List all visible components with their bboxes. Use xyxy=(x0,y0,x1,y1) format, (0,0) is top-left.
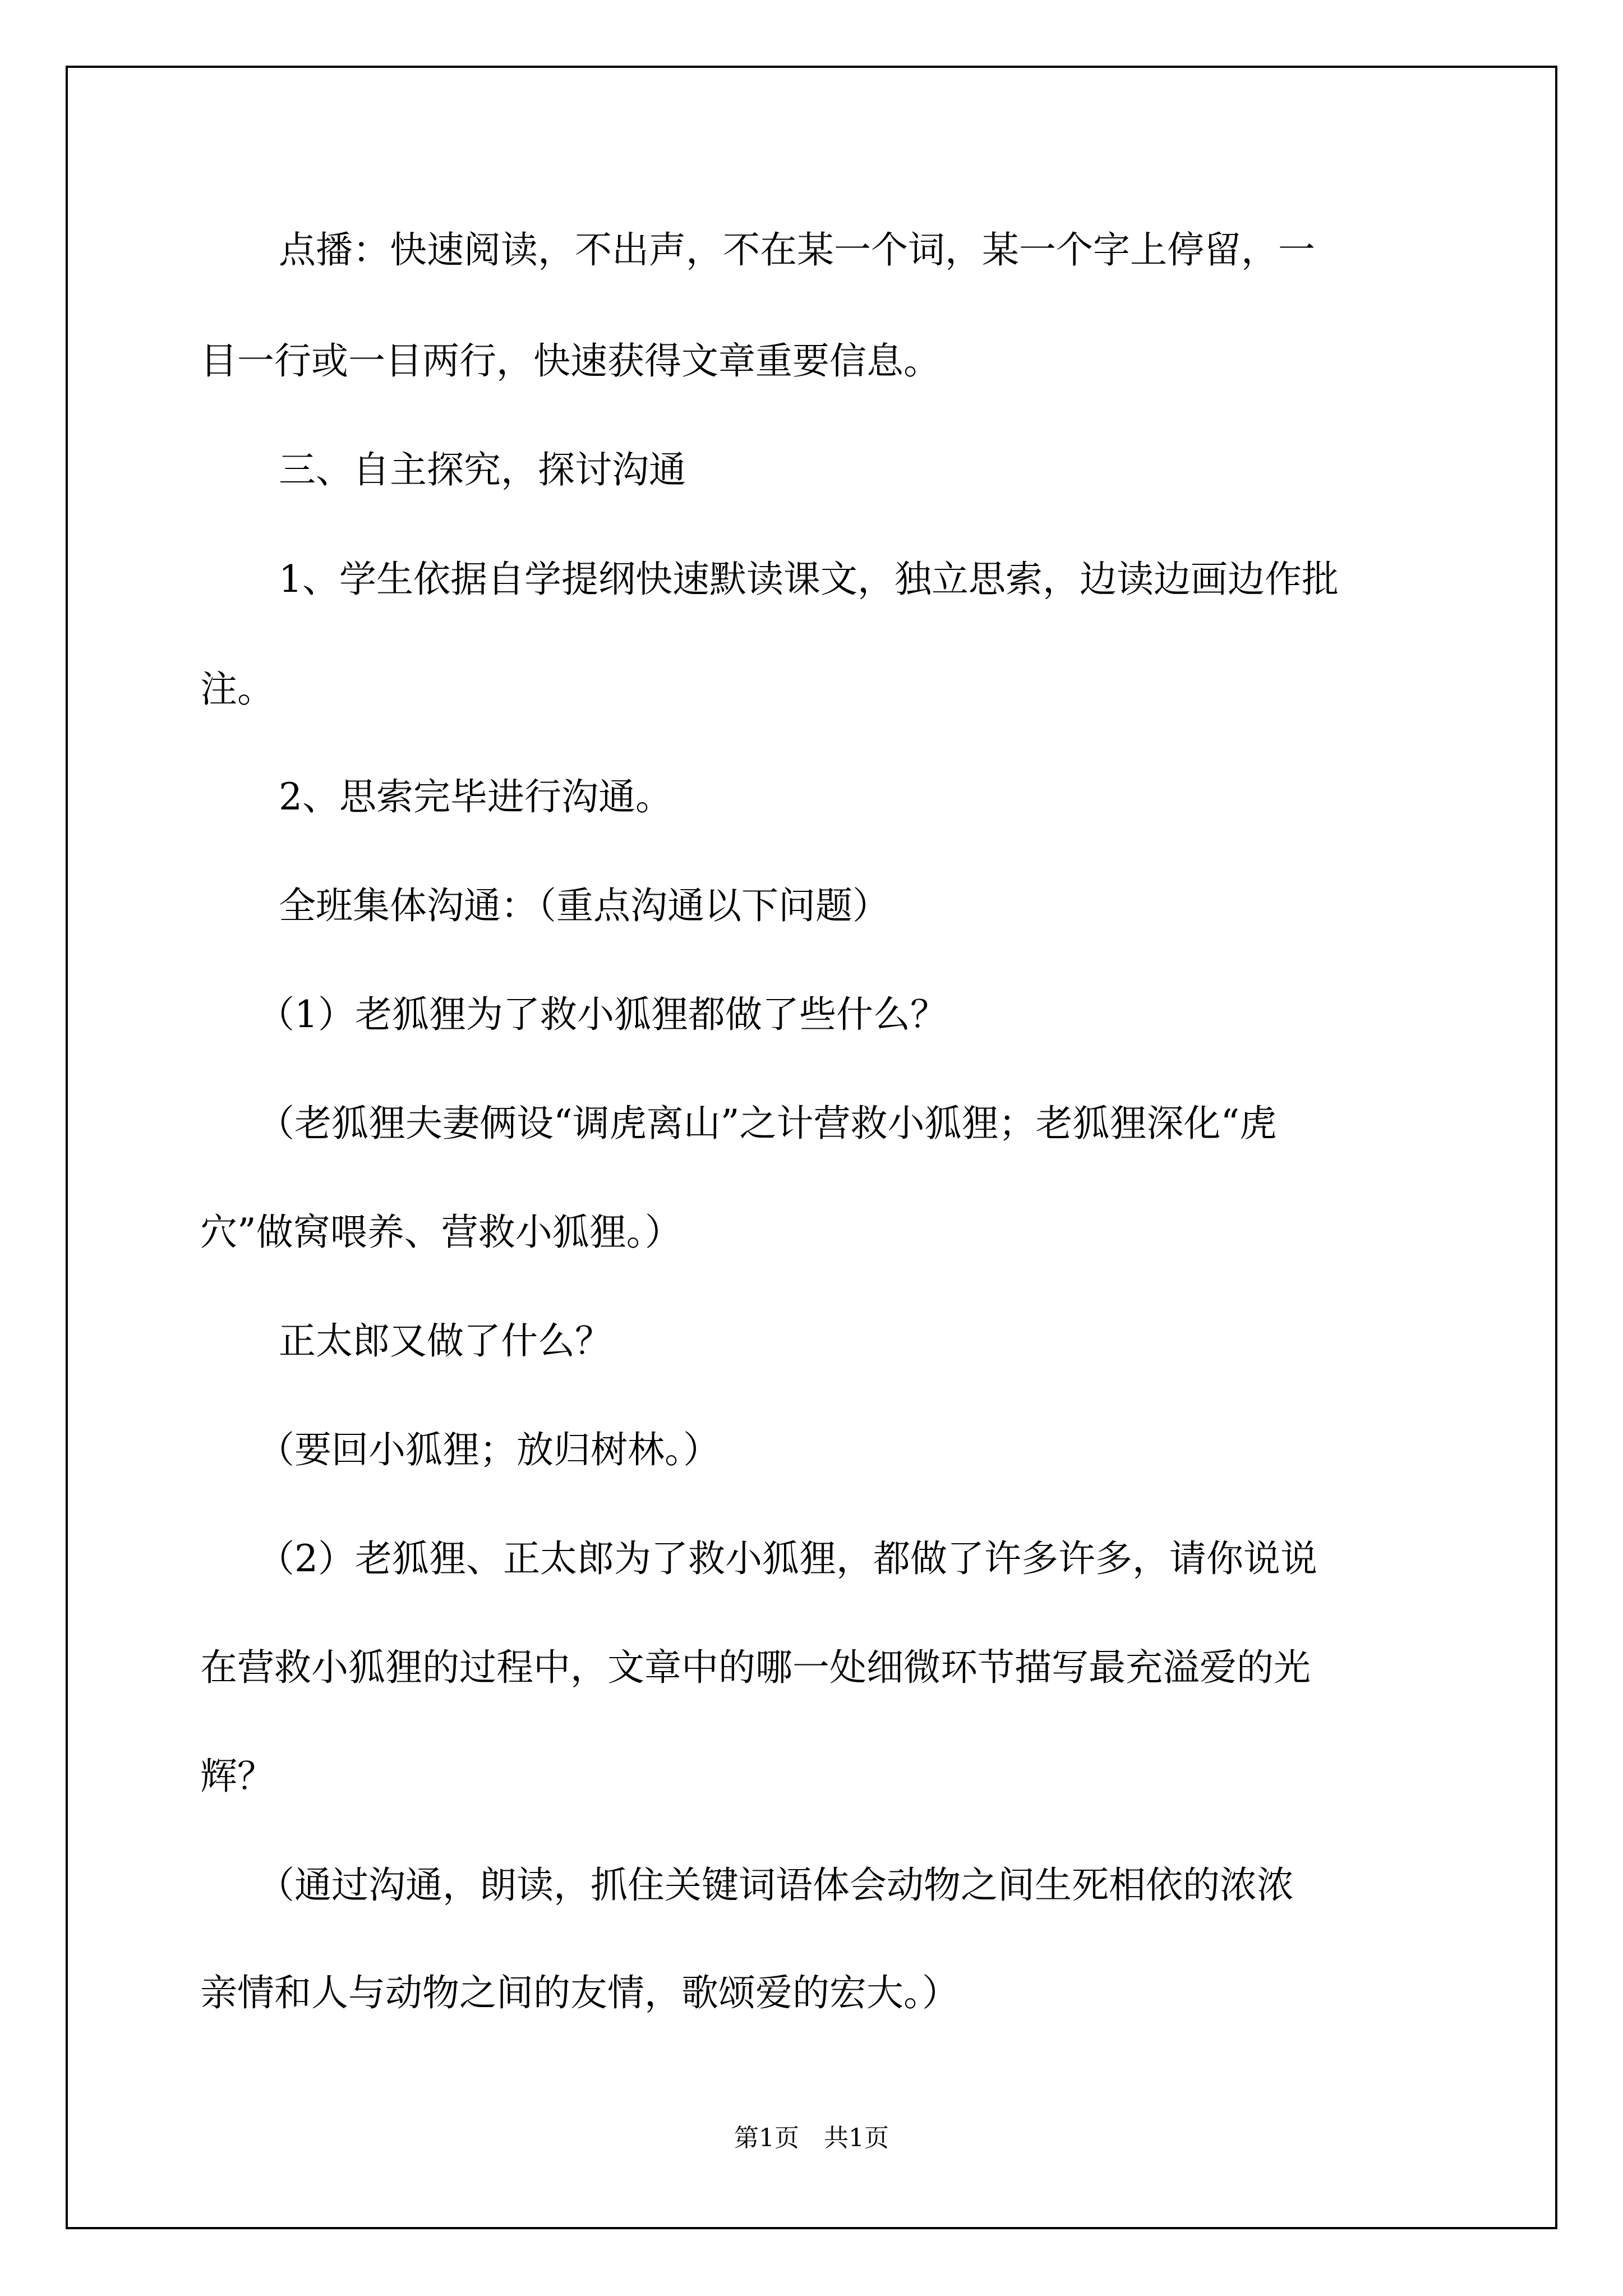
text-line-13: （2）老狐狸、正太郎为了救小狐狸，都做了许多许多，请你说说 xyxy=(257,1537,1317,1580)
text-line-4: 1、学生依据自学提纲快速默读课文，独立思索，边读边画边作批 xyxy=(279,558,1339,601)
text-line-1: 点播：快速阅读，不出声，不在某一个词，某一个字上停留，一 xyxy=(279,228,1315,272)
text-line-7: 全班集体沟通：（重点沟通以下问题） xyxy=(279,884,889,927)
text-line-6: 2、思索完毕进行沟通。 xyxy=(279,775,672,818)
text-line-16: （通过沟通，朗读，抓住关键词语体会动物之间生死相依的浓浓 xyxy=(257,1864,1294,1907)
text-line-9: （老狐狸夫妻俩设“调虎离山”之计营救小狐狸；老狐狸深化“虎 xyxy=(257,1102,1277,1145)
text-line-11: 正太郎又做了什么？ xyxy=(279,1319,612,1363)
text-line-17: 亲情和人与动物之间的友情，歌颂爱的宏大。） xyxy=(200,1971,959,2014)
text-line-10: 穴”做窝喂养、营救小狐狸。） xyxy=(200,1211,682,1254)
text-line-14: 在营救小狐狸的过程中，文章中的哪一处细微环节描写最充溢爱的光 xyxy=(200,1646,1311,1689)
text-line-5: 注。 xyxy=(200,668,274,711)
text-line-8: （1）老狐狸为了救小狐狸都做了些什么？ xyxy=(257,993,947,1036)
text-line-15: 辉？ xyxy=(200,1755,274,1798)
page-number-footer: 第1页 共1页 xyxy=(734,2124,889,2152)
section-heading: 三、自主探究，探讨沟通 xyxy=(279,448,686,491)
text-line-2: 目一行或一目两行，快速获得文章重要信息。 xyxy=(200,339,940,383)
text-line-12: （要回小狐狸；放归树林。） xyxy=(257,1428,720,1471)
